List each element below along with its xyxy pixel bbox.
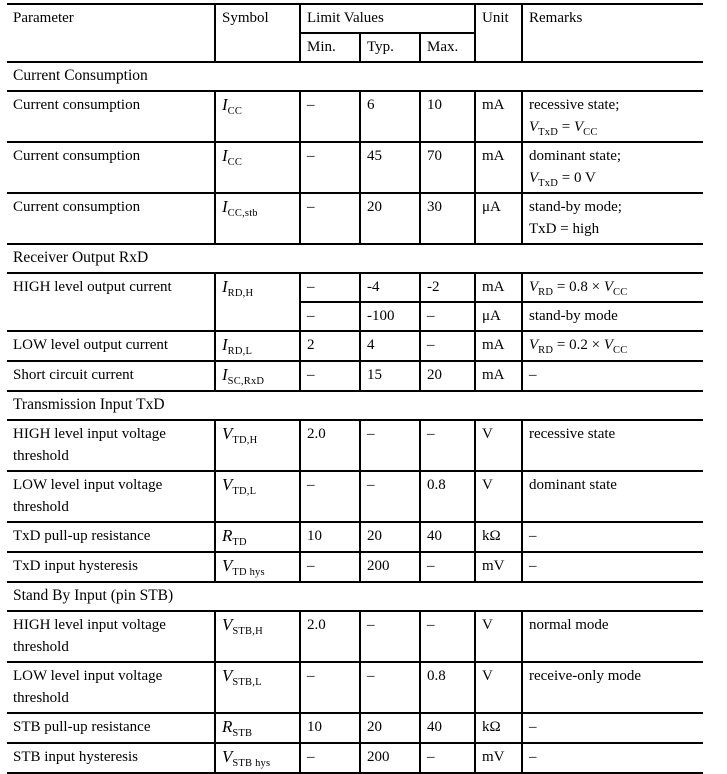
min-cell: – bbox=[300, 361, 360, 391]
header-unit: Unit bbox=[475, 4, 522, 62]
typ-cell: – bbox=[360, 471, 420, 522]
table-row bbox=[7, 420, 703, 471]
header-remarks: Remarks bbox=[522, 4, 703, 62]
remarks-cell: dominant state bbox=[522, 471, 703, 522]
max-cell: – bbox=[420, 552, 475, 582]
remarks-cell: – bbox=[522, 522, 703, 552]
header-min: Min. bbox=[300, 33, 360, 62]
table-row bbox=[7, 471, 703, 522]
typ-cell: 20 bbox=[360, 193, 420, 244]
min-cell: – bbox=[300, 91, 360, 142]
unit-cell: μA bbox=[475, 193, 522, 244]
table-row bbox=[7, 91, 703, 142]
header-typ: Typ. bbox=[360, 33, 420, 62]
typ-cell: 20 bbox=[360, 713, 420, 743]
parameter-cell: TxD pull-up resistance bbox=[7, 522, 215, 552]
max-cell: – bbox=[420, 743, 475, 773]
header-row-1 bbox=[7, 4, 703, 33]
unit-cell: μA bbox=[475, 302, 522, 331]
section-title: Stand By Input (pin STB) bbox=[7, 582, 703, 611]
unit-cell: mV bbox=[475, 743, 522, 773]
typ-cell: – bbox=[360, 611, 420, 662]
remarks-cell: – bbox=[522, 743, 703, 773]
section-title: Current Consumption bbox=[7, 62, 703, 91]
remarks-cell: stand-by mode bbox=[522, 302, 703, 331]
table-header bbox=[7, 4, 703, 62]
symbol-cell: $I_{CC,stb}$ bbox=[215, 193, 300, 244]
max-cell: – bbox=[420, 420, 475, 471]
symbol-cell: $R_{TD}$ bbox=[215, 522, 300, 552]
parameter-cell: STB input hysteresis bbox=[7, 743, 215, 773]
remarks-cell: – bbox=[522, 552, 703, 582]
parameter-cell: Current consumption bbox=[7, 142, 215, 193]
unit-cell: V bbox=[475, 471, 522, 522]
parameter-cell: Short circuit current bbox=[7, 361, 215, 391]
symbol-cell: $V_{STB hys}$ bbox=[215, 743, 300, 773]
unit-cell: mA bbox=[475, 142, 522, 193]
symbol-cell: $I_{SC,RxD}$ bbox=[215, 361, 300, 391]
unit-cell: kΩ bbox=[475, 713, 522, 743]
max-cell: – bbox=[420, 611, 475, 662]
parameter-cell: Current consumption bbox=[7, 193, 215, 244]
header-max: Max. bbox=[420, 33, 475, 62]
table-row bbox=[7, 361, 703, 391]
remarks-cell: – bbox=[522, 713, 703, 743]
min-cell: – bbox=[300, 743, 360, 773]
header-symbol: Symbol bbox=[215, 4, 300, 62]
table-row bbox=[7, 611, 703, 662]
parameter-cell: LOW level input voltage threshold bbox=[7, 662, 215, 713]
electrical-characteristics-table bbox=[7, 3, 703, 774]
table-row bbox=[7, 331, 703, 361]
parameter-cell: HIGH level input voltage threshold bbox=[7, 611, 215, 662]
table-row bbox=[7, 193, 703, 244]
section-title: Receiver Output RxD bbox=[7, 244, 703, 273]
typ-cell: -100 bbox=[360, 302, 420, 331]
parameter-cell: HIGH level output current bbox=[7, 273, 215, 331]
min-cell: – bbox=[300, 193, 360, 244]
typ-cell: 6 bbox=[360, 91, 420, 142]
min-cell: 2 bbox=[300, 331, 360, 361]
typ-cell: 200 bbox=[360, 552, 420, 582]
min-cell: – bbox=[300, 662, 360, 713]
min-cell: 2.0 bbox=[300, 420, 360, 471]
min-cell: – bbox=[300, 142, 360, 193]
typ-cell: 20 bbox=[360, 522, 420, 552]
remarks-cell: $V_{RD} = 0.8 \times V_{CC}$ bbox=[522, 273, 703, 302]
symbol-cell: $V_{TD hys}$ bbox=[215, 552, 300, 582]
table-row bbox=[7, 743, 703, 773]
parameter-cell: LOW level input voltage threshold bbox=[7, 471, 215, 522]
typ-cell: 45 bbox=[360, 142, 420, 193]
header-limit-values: Limit Values bbox=[300, 4, 475, 33]
section-row bbox=[7, 244, 703, 273]
max-cell: 40 bbox=[420, 522, 475, 552]
min-cell: – bbox=[300, 471, 360, 522]
max-cell: 0.8 bbox=[420, 662, 475, 713]
unit-cell: mA bbox=[475, 91, 522, 142]
parameter-cell: HIGH level input voltage threshold bbox=[7, 420, 215, 471]
typ-cell: – bbox=[360, 420, 420, 471]
typ-cell: – bbox=[360, 662, 420, 713]
max-cell: 70 bbox=[420, 142, 475, 193]
table-row bbox=[7, 662, 703, 713]
symbol-cell: $V_{STB,L}$ bbox=[215, 662, 300, 713]
symbol-cell: $I_{RD,H}$ bbox=[215, 273, 300, 331]
table-row bbox=[7, 522, 703, 552]
section-row bbox=[7, 391, 703, 420]
remarks-cell: recessive state bbox=[522, 420, 703, 471]
min-cell: 10 bbox=[300, 522, 360, 552]
section-title: Transmission Input TxD bbox=[7, 391, 703, 420]
min-cell: 10 bbox=[300, 713, 360, 743]
typ-cell: 15 bbox=[360, 361, 420, 391]
min-cell: 2.0 bbox=[300, 611, 360, 662]
symbol-cell: $I_{CC}$ bbox=[215, 142, 300, 193]
typ-cell: -4 bbox=[360, 273, 420, 302]
remarks-cell: receive-only mode bbox=[522, 662, 703, 713]
min-cell: – bbox=[300, 273, 360, 302]
parameter-cell: TxD input hysteresis bbox=[7, 552, 215, 582]
table-row bbox=[7, 273, 703, 302]
min-cell: – bbox=[300, 552, 360, 582]
max-cell: 0.8 bbox=[420, 471, 475, 522]
parameter-cell: LOW level output current bbox=[7, 331, 215, 361]
max-cell: 30 bbox=[420, 193, 475, 244]
symbol-cell: $V_{TD,L}$ bbox=[215, 471, 300, 522]
table-row bbox=[7, 713, 703, 743]
parameter-cell: Current consumption bbox=[7, 91, 215, 142]
symbol-cell: $I_{CC}$ bbox=[215, 91, 300, 142]
typ-cell: 200 bbox=[360, 743, 420, 773]
unit-cell: V bbox=[475, 662, 522, 713]
symbol-cell: $V_{STB,H}$ bbox=[215, 611, 300, 662]
table-row bbox=[7, 552, 703, 582]
remarks-cell: stand-by mode; TxD = high bbox=[522, 193, 703, 244]
parameter-cell: STB pull-up resistance bbox=[7, 713, 215, 743]
symbol-cell: $I_{RD,L}$ bbox=[215, 331, 300, 361]
unit-cell: mV bbox=[475, 552, 522, 582]
symbol-cell: $R_{STB}$ bbox=[215, 713, 300, 743]
remarks-cell: $V_{RD} = 0.2 \times V_{CC}$ bbox=[522, 331, 703, 361]
remarks-cell: dominant state; $V_{TxD} = 0$ V bbox=[522, 142, 703, 193]
header-parameter: Parameter bbox=[7, 4, 215, 62]
remarks-cell: recessive state; $V_{TxD} = V_{CC}$ bbox=[522, 91, 703, 142]
unit-cell: kΩ bbox=[475, 522, 522, 552]
unit-cell: V bbox=[475, 420, 522, 471]
table-body bbox=[7, 62, 703, 773]
unit-cell: V bbox=[475, 611, 522, 662]
unit-cell: mA bbox=[475, 361, 522, 391]
max-cell: – bbox=[420, 302, 475, 331]
typ-cell: 4 bbox=[360, 331, 420, 361]
table-row bbox=[7, 142, 703, 193]
max-cell: -2 bbox=[420, 273, 475, 302]
section-row bbox=[7, 582, 703, 611]
remarks-cell: – bbox=[522, 361, 703, 391]
max-cell: 10 bbox=[420, 91, 475, 142]
max-cell: – bbox=[420, 331, 475, 361]
section-row bbox=[7, 62, 703, 91]
symbol-cell: $V_{TD,H}$ bbox=[215, 420, 300, 471]
max-cell: 40 bbox=[420, 713, 475, 743]
min-cell: – bbox=[300, 302, 360, 331]
max-cell: 20 bbox=[420, 361, 475, 391]
remarks-cell: normal mode bbox=[522, 611, 703, 662]
unit-cell: mA bbox=[475, 331, 522, 361]
unit-cell: mA bbox=[475, 273, 522, 302]
